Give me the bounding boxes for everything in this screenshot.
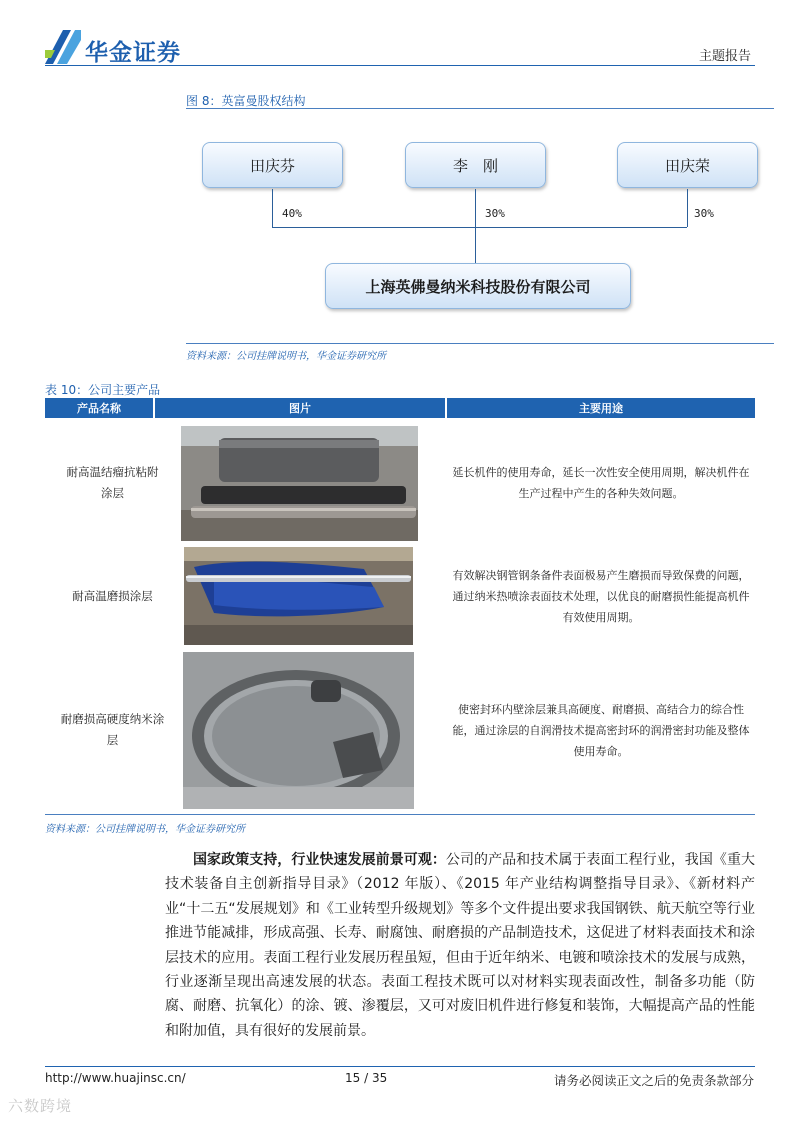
holder-pct-3: 30% (694, 207, 714, 220)
holder-box-3: 田庆荣 (617, 142, 758, 188)
seal-ring-photo (183, 652, 414, 809)
table-header-name: 产品名称 (45, 398, 155, 418)
figure-source: 资料来源：公司挂牌说明书，华金证券研究所 (186, 351, 386, 362)
connector-line-1 (272, 189, 273, 227)
connector-line-3 (687, 189, 688, 227)
holder-box-2: 李 刚 (405, 142, 546, 188)
holder-pct-2: 30% (485, 207, 505, 220)
footer-url[interactable]: http://www.huajinsc.cn/ (45, 1071, 186, 1085)
figure-bottom-rule (186, 343, 774, 344)
product-name: 耐高温结瘤抗粘附涂层 (66, 465, 159, 500)
footer-rule (45, 1066, 755, 1067)
connector-bar (272, 227, 687, 228)
figure-title: 图 8：英富曼股权结构 (186, 94, 306, 108)
table-bottom-rule (45, 814, 755, 815)
figure-top-rule (186, 108, 774, 109)
product-use: 延长机件的使用寿命，延长一次性安全使用周期，解决机件在生产过程中产生的各种失效问题。 (452, 466, 750, 500)
roller-coating-photo (181, 426, 418, 541)
page-header (45, 30, 755, 66)
table-title: 表 10：公司主要产品 (45, 383, 161, 397)
paragraph-lead: 国家政策支持，行业快速发展前景可观： (193, 852, 446, 868)
report-type: 主题报告 (698, 49, 751, 64)
page-number: 15 / 35 (345, 1071, 388, 1085)
footer-disclaimer: 请务必阅读正文之后的免责条款部分 (553, 1073, 754, 1088)
paragraph-text: 公司的产品和技术属于表面工程行业，我国《重大技术装备自主创新指导目录》（2012 年版）、《2015 年产业结构调整指导目录》、《新材料产业“十二五“发展规划》和《工业转型升级规划》等多个文件提出要求我国钢铁、航天航空等行业推进节能减排，形成高强、长寿、耐腐蚀、耐磨损的产品制造技术，这促进了材料表面技术和涂层技术的应用。表面工程行业发展历程虽短，但由于近年纳米、电镀和喷涂技术的发展与成熟，行业逐渐呈现出高速发展的状态。表面工程技术既可以对材料实现表面改性，制备多功能（防腐、耐磨、抗氧化）的涂、镀、渗覆层，又可对废旧机件进行修复和装饰，大幅提高产品的性能和附加值，具有很好的发展前景。 (165, 852, 755, 1039)
watermark-logo: 六数跨境 (8, 1097, 73, 1115)
table-header-image: 图片 (155, 398, 447, 418)
product-name: 耐高温磨损涂层 (72, 588, 153, 603)
product-name: 耐磨损高硬度纳米涂层 (60, 712, 165, 747)
company-box: 上海英佛曼纳米科技股份有限公司 (325, 263, 631, 309)
product-use: 有效解决钢管钢条备件表面极易产生磨损而导致保费的问题，通过纳米热喷涂表面技术处理，以优良的耐磨损性能提高机件有效使用周期。 (452, 568, 750, 624)
table-header (45, 398, 755, 418)
brand-logo-icon (45, 30, 81, 64)
connector-line-down (475, 227, 476, 263)
ownership-diagram (186, 112, 774, 340)
holder-box-1: 田庆芬 (202, 142, 343, 188)
brand-name: 华金证券 (85, 40, 181, 66)
body-paragraph (165, 848, 755, 1043)
connector-line-2 (475, 189, 476, 227)
holder-pct-1: 40% (282, 207, 302, 220)
table-header-use: 主要用途 (579, 402, 623, 415)
table-source: 资料来源：公司挂牌说明书，华金证券研究所 (45, 824, 245, 835)
shaft-coating-photo (184, 547, 413, 645)
product-use: 使密封环内壁涂层兼具高硬度、耐磨损、高结合力的综合性能，通过涂层的自润滑技术提高密封环的润滑密封功能及整体使用寿命。 (452, 702, 750, 758)
